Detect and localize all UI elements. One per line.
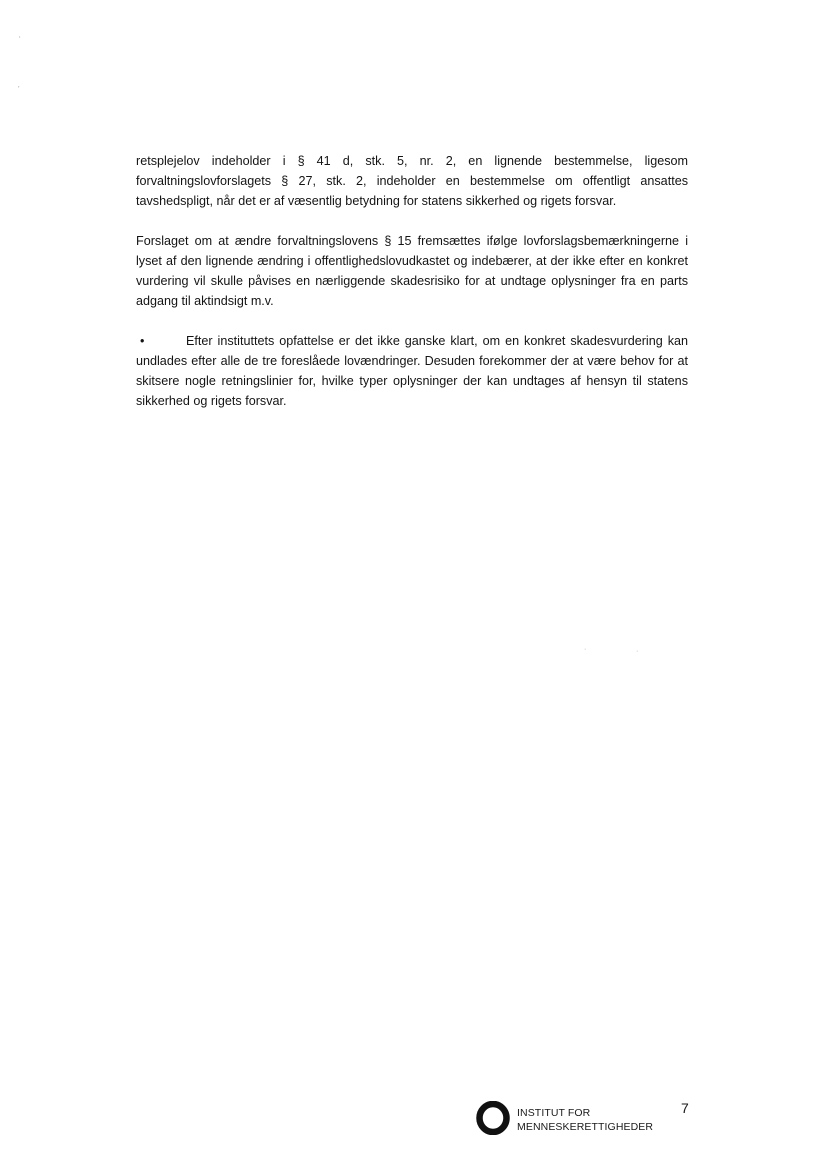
scan-speck: ·	[636, 648, 639, 655]
bullet-paragraph	[136, 331, 688, 411]
document-body	[136, 151, 688, 411]
page-number: 7	[681, 1100, 689, 1116]
ring-logo-icon	[476, 1101, 510, 1135]
scan-speck: ‘	[19, 36, 21, 43]
scan-speck: ·	[584, 646, 587, 653]
institution-name-line1: INSTITUT FOR	[517, 1107, 591, 1119]
paragraph-1: retsplejelov indeholder i § 41 d, stk. 5, nr. 2, en lignende bestemmelse, ligesom forvaltningslovforslagets § 27, stk. 2, indeholder en bestemmelse om offentligt ansattes tavshedspligt, når det er af væsentlig betydning for statens sikkerhed og rigets forsvar.	[136, 154, 688, 208]
scan-speck: ’	[18, 86, 20, 93]
institution-name-line2: MENNESKERETTIGHEDER	[517, 1121, 654, 1133]
paragraph-2: Forslaget om at ændre forvaltningslovens § 15 fremsættes ifølge lovforslagsbemærkningerne i lyset af den lignende ændring i offentlighedslovudkastet og indebærer, at der ikke efter en konkret vurdering vil skulle påvises en nærliggende skadesrisiko for at undtage oplysninger fra en parts adgang til aktindsigt m.v.	[136, 234, 688, 308]
bullet-text: Efter instituttets opfattelse er det ikke ganske klart, om en konkret skadesvurdering kan undlades efter alle de tre foreslåede lovændringer. Desuden forekommer der at være behov for at skitsere nogle retningslinier for, hvilke typer oplysninger der kan undtages af hensyn til statens sikkerhed og rigets forsvar.	[136, 334, 688, 408]
institution-footer	[476, 1100, 696, 1140]
bullet-marker: •	[140, 334, 145, 348]
